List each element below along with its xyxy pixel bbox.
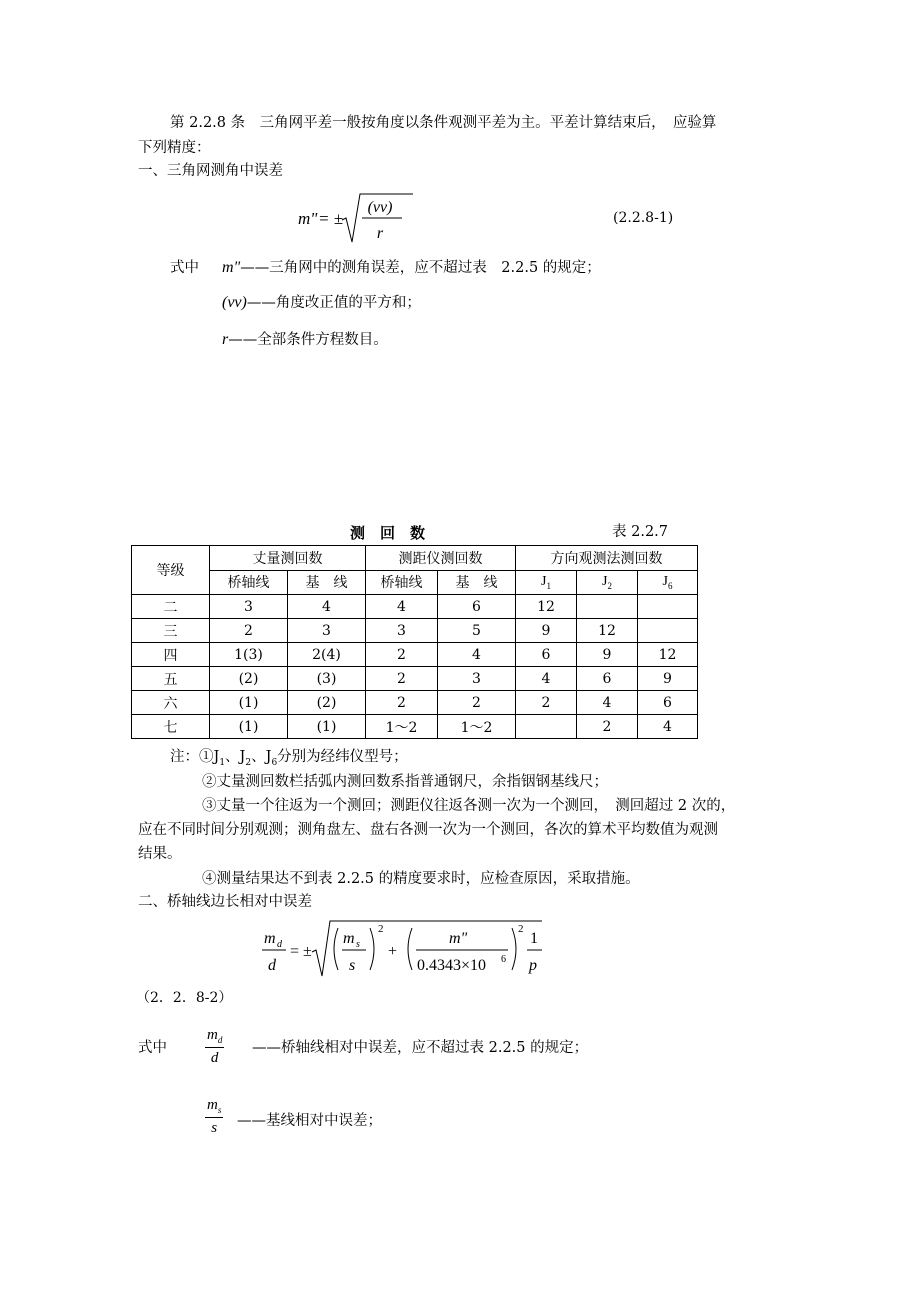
formula-2-t1-num: m [343, 930, 355, 947]
table-cell: 12 [638, 643, 698, 667]
table-cell: 4 [577, 691, 638, 715]
table-cell: 9 [577, 643, 638, 667]
table-cell: 2 [516, 691, 577, 715]
grade-cell: 六 [132, 691, 210, 715]
formula-2-svg [262, 918, 552, 980]
definition-ms-s [205, 1097, 223, 1136]
formula-2-lhs-num: m [264, 930, 276, 947]
table-cell: 3 [210, 595, 288, 619]
formula-2-t1-num-sub: s [356, 939, 360, 950]
definition-m-text: ——三角网中的测角误差，应不超过表 2.2.5 的规定； [240, 260, 601, 276]
subheader-j6: $J_6$ [638, 570, 698, 595]
table-cell: 2 [366, 691, 438, 715]
definition-m [222, 258, 601, 277]
note-4: ④测量结果达不到表 2.2.5 的精度要求时，应检查原因，采取措施。 [202, 871, 640, 887]
where-label-2: 式中 [138, 1040, 167, 1056]
table-cell: 3 [438, 667, 516, 691]
paren-right-2 [512, 928, 516, 970]
table-cell: 2 [366, 667, 438, 691]
table-cell: 2 [366, 643, 438, 667]
definition-vv-text: ——角度改正值的平方和； [246, 295, 421, 311]
definition-md-d [205, 1027, 224, 1066]
table-cell [638, 595, 698, 619]
formula-2-2-8-1 [298, 190, 418, 253]
formula-2-t3-den: p [529, 957, 537, 974]
subheader-bridge-axis-tape: 桥轴线 [210, 570, 288, 595]
table-cell: 4 [366, 595, 438, 619]
table-cell: 3 [366, 619, 438, 643]
definition-md-d-text: ——桥轴线相对中误差，应不超过表 2.2.5 的规定； [252, 1040, 589, 1056]
table-row [132, 619, 698, 643]
table-cell: 6 [516, 643, 577, 667]
table-cell: 2 [210, 619, 288, 643]
table-cell: (3) [288, 667, 366, 691]
table-cell: 4 [288, 595, 366, 619]
subheader-bridge-axis-edm: 桥轴线 [366, 570, 438, 595]
grade-cell: 五 [132, 667, 210, 691]
table-row [132, 715, 698, 739]
table-title: 测 回 数 [350, 524, 426, 542]
table-cell: 4 [438, 643, 516, 667]
note-3-line-2: 应在不同时间分别观测；测角盘左、盘右各测一次为一个测回，各次的算术平均数值为观测 [138, 822, 718, 838]
table-cell: (1) [288, 715, 366, 739]
table-cell: (2) [210, 667, 288, 691]
formula-2-label: （2．2．8-2） [136, 990, 233, 1006]
formula-2-t2-sq: 2 [518, 923, 524, 935]
header-edm-rounds: 测距仪测回数 [366, 546, 516, 571]
table-cell: (2) [288, 691, 366, 715]
grade-cell: 七 [132, 715, 210, 739]
definition-r-text: ——全部条件方程数目。 [228, 332, 388, 348]
table-cell: 12 [516, 595, 577, 619]
where-label-1: 式中 [170, 260, 199, 276]
formula-2-t2-den-exp: 6 [501, 954, 506, 965]
table-cell: 9 [516, 619, 577, 643]
grade-cell: 四 [132, 643, 210, 667]
table-cell: (1) [210, 691, 288, 715]
definition-vv-symbol: (vv) [222, 294, 247, 311]
formula-2-t2-num: m" [449, 930, 468, 947]
table-cell [516, 715, 577, 739]
table-cell: 12 [577, 619, 638, 643]
definition-md-d-fraction: $\frac{m_d}{d}$ [207, 1027, 223, 1066]
table-cell: 2 [438, 691, 516, 715]
table-row [132, 691, 698, 715]
table-cell: 6 [438, 595, 516, 619]
table-cell: 6 [577, 667, 638, 691]
formula-2-lhs-den: d [268, 957, 276, 974]
table-cell: (1) [210, 715, 288, 739]
table-header-row-1 [132, 546, 698, 571]
definition-r-symbol: r [222, 331, 229, 348]
formula-1-label: (2.2.8-1) [613, 210, 674, 226]
table-cell: 4 [516, 667, 577, 691]
intro-line-2: 下列精度： [138, 140, 211, 156]
section-1-heading: 一、三角网测角中误差 [138, 163, 283, 179]
table-cell: 2(4) [288, 643, 366, 667]
intro-line-1: 第 2.2.8 条 三角网平差一般按角度以条件观测平差为主。平差计算结束后， 应验算 [170, 115, 717, 131]
table-cell: 1～2 [366, 715, 438, 739]
table-number: 表 2.2.7 [612, 524, 669, 540]
definition-vv [222, 293, 421, 312]
formula-2-t1-sq: 2 [378, 923, 384, 935]
note-3-line-1: ③丈量一个往返为一个测回；测距仪往返各测一次为一个测回， 测回超过 2 次的， [202, 798, 736, 814]
subheader-baseline-tape: 基 线 [288, 570, 366, 595]
formula-2-plus: + [388, 943, 398, 960]
formula-2-2-8-2 [262, 918, 552, 985]
table-cell: 5 [438, 619, 516, 643]
definition-ms-s-text: ——基线相对中误差； [237, 1113, 382, 1129]
table-cell [577, 595, 638, 619]
formula-2-t3-num: 1 [530, 930, 538, 947]
subheader-baseline-edm: 基 线 [438, 570, 516, 595]
table-cell: 1～2 [438, 715, 516, 739]
formula-1-denominator: r [376, 225, 384, 242]
table-cell: 6 [638, 691, 698, 715]
grade-cell: 三 [132, 619, 210, 643]
subheader-j1: $J_1$ [516, 570, 577, 595]
formula-2-lhs-num-sub: d [277, 939, 282, 950]
formula-1-numerator: (vv) [367, 199, 393, 216]
header-tape-rounds: 丈量测回数 [210, 546, 366, 571]
note-2: ②丈量测回数栏括弧内测回数系指普通钢尺，余指铟钢基线尺； [202, 774, 608, 790]
formula-2-eq: = ± [290, 943, 312, 960]
grade-cell: 二 [132, 595, 210, 619]
formula-2-t1-den: s [349, 957, 356, 974]
table-cell: 3 [288, 619, 366, 643]
table-cell: 2 [577, 715, 638, 739]
formula-1-lhs: m" [298, 209, 318, 228]
subheader-j2: $J_2$ [577, 570, 638, 595]
rounds-table [131, 545, 698, 739]
note-3-line-3: 结果。 [138, 846, 182, 862]
paren-right-1 [370, 928, 374, 970]
table-row [132, 667, 698, 691]
formula-1-svg [298, 190, 418, 248]
formula-2-t2-den: 0.4343×10 [417, 957, 487, 974]
formula-1-eq: = ± [318, 209, 344, 228]
table-cell: 9 [638, 667, 698, 691]
header-grade: 等级 [132, 546, 210, 595]
table-cell: 1(3) [210, 643, 288, 667]
table-header-row-2 [132, 570, 698, 595]
definition-m-symbol: m" [222, 259, 241, 276]
paren-left-1 [334, 928, 338, 970]
definition-r [222, 330, 388, 349]
table-cell: 4 [638, 715, 698, 739]
header-direction-rounds: 方向观测法测回数 [516, 546, 698, 571]
section-2-heading: 二、桥轴线边长相对中误差 [138, 894, 312, 910]
definition-ms-s-fraction: $\frac{m_s}{s}$ [207, 1097, 222, 1136]
note-1: 注：$①J_1$、$J_2$、$J_6$分别为经纬仪型号； [170, 749, 408, 768]
table-cell [638, 619, 698, 643]
paren-left-2 [408, 928, 412, 970]
table-row [132, 643, 698, 667]
table-row [132, 595, 698, 619]
